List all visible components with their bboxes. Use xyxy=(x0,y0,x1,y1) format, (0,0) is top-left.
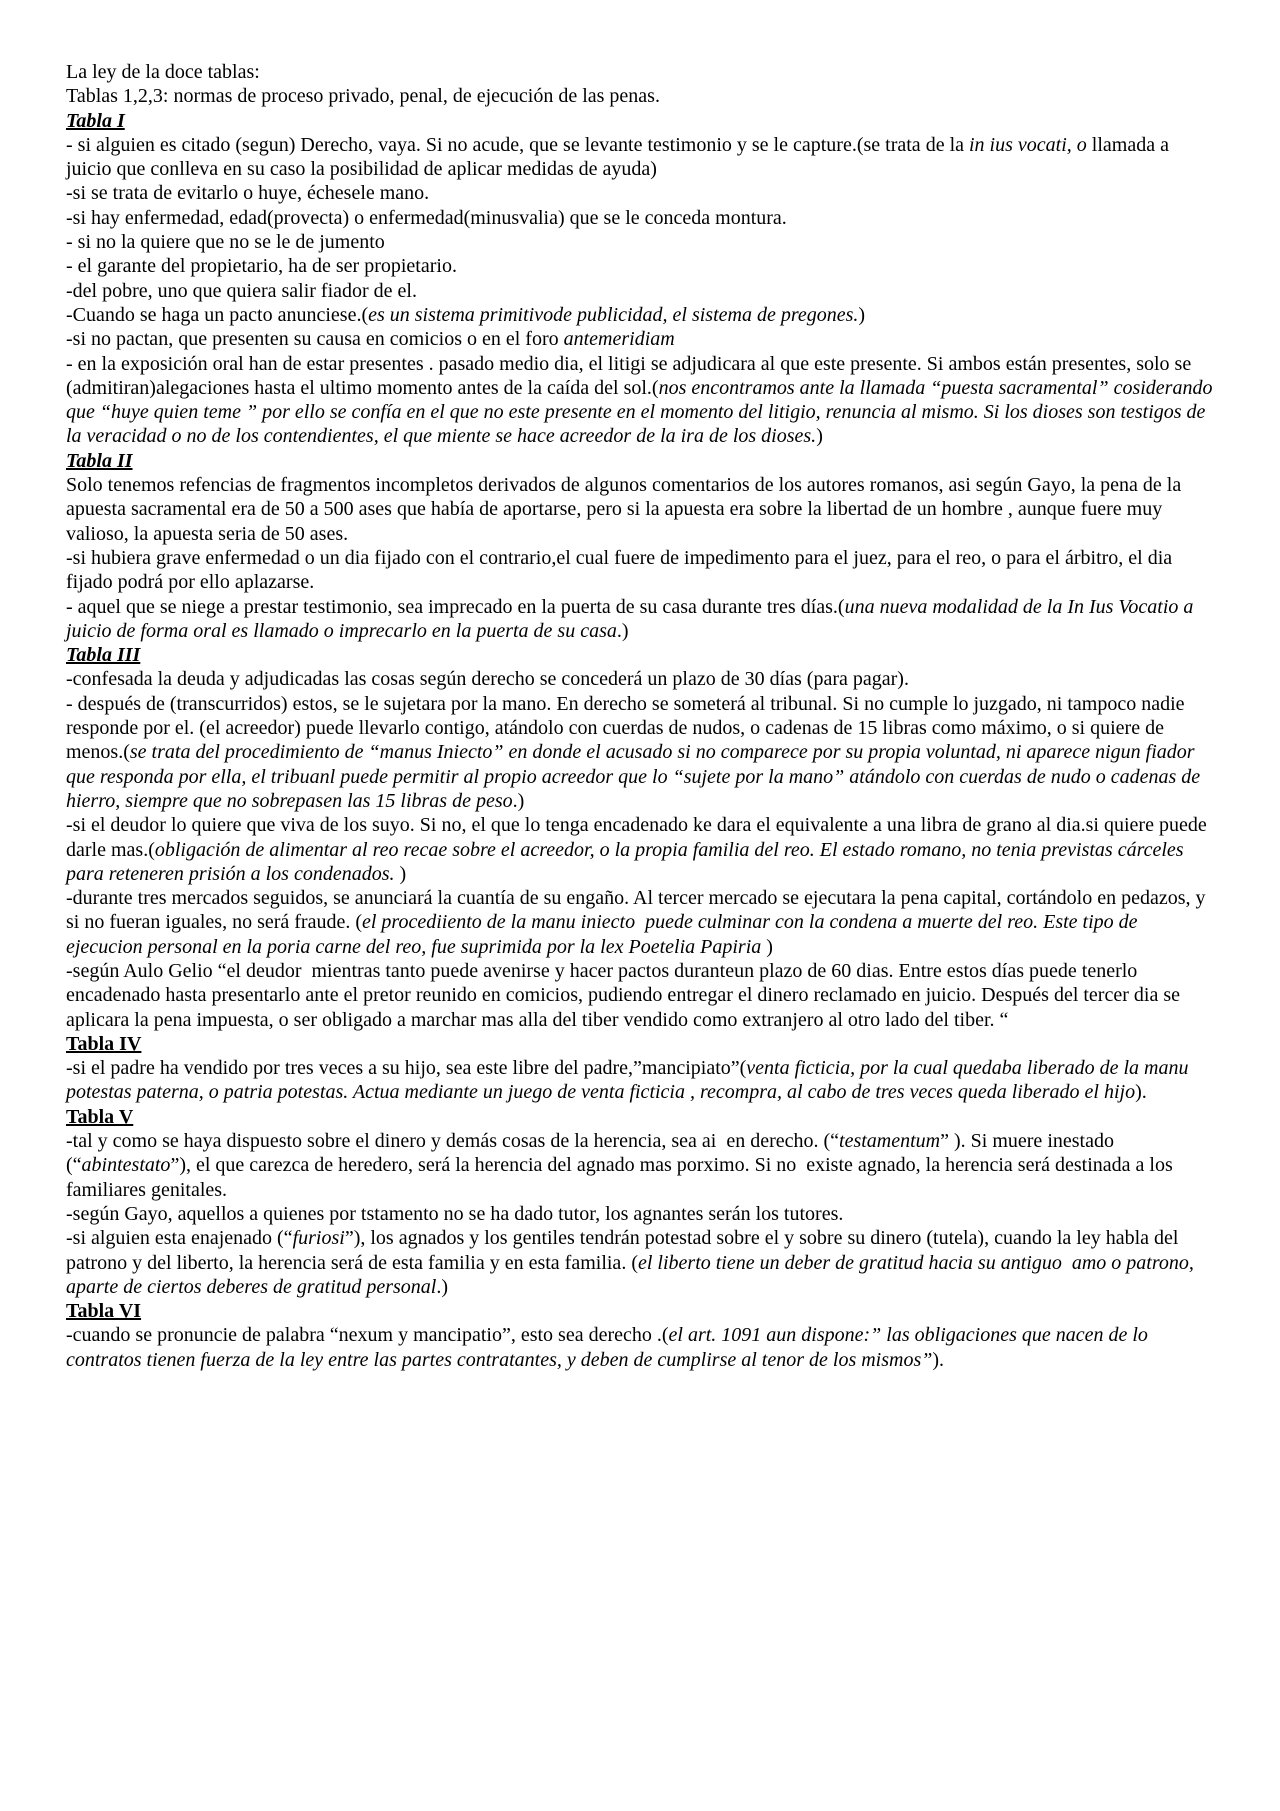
text-run: ) xyxy=(394,862,407,885)
paragraph xyxy=(66,84,1214,108)
paragraph xyxy=(66,1226,1214,1299)
text-run: ”), el que carezca de heredero, será la herencia del agnado mas porximo. Si no existe agnado, la herencia será destinada a los familiares genitales. xyxy=(66,1154,1178,1201)
paragraph xyxy=(66,667,1214,691)
text-run: ) xyxy=(816,425,823,448)
paragraph xyxy=(66,813,1214,886)
text-run: ). xyxy=(932,1348,945,1371)
italic-text-run: el procediiento de la manu iniecto puede culminar con la condena a muerte del reo. Este tipo de ejecucion personal en la poria carne del reo, fue suprimida por la lex Poetelia Papiria xyxy=(66,911,1143,958)
text-run: -si hubiera grave enfermedad o un dia fijado con el contrario,el cual fuere de impedimento para el juez, para el reo, o para el árbitro, el dia fijado podrá por ello aplazarse. xyxy=(66,546,1178,594)
text-run: -cuando se pronuncie de palabra “nexum y mancipatio”, esto sea derecho .( xyxy=(66,1324,669,1347)
paragraph xyxy=(66,303,1214,327)
text-run: La ley de la doce tablas: xyxy=(66,61,260,83)
paragraph xyxy=(66,60,1214,84)
text-run: -si el padre ha vendido por tres veces a su hijo, sea este libre del padre,”mancipiato”( xyxy=(66,1057,747,1080)
text-run: Solo tenemos refencias de fragmentos incompletos derivados de algunos comentarios de los autores romanos, asi según Gayo, la pena de la apuesta sacramental era de 50 a 500 ases que había de aportarse, pero si la apuesta era sobre la libertad de un hombre , aunque fuere muy valioso, la apuesta seria de 50 ases. xyxy=(66,474,1187,545)
text-run: -Cuando se haga un pacto anunciese.( xyxy=(66,303,369,326)
italic-text-run: abintestato xyxy=(81,1154,171,1177)
paragraph xyxy=(66,595,1214,644)
section-heading xyxy=(66,1299,1214,1323)
text-run: ”), los agnados y los gentiles tendrán potestad sobre el y sobre su dinero (tutela), cuando la ley habla del patrono y del liberto, la herencia será de esta familia y en esta familia. ( xyxy=(66,1227,1184,1274)
paragraph xyxy=(66,181,1214,205)
text-run: Tabla IV xyxy=(66,1032,142,1055)
paragraph xyxy=(66,1202,1214,1226)
text-run: - si alguien es citado (segun) Derecho, vaya. Si no acude, que se levante testimonio y se le capture.(se trata de la xyxy=(66,133,969,156)
italic-text-run: testamentum xyxy=(839,1130,941,1153)
italic-text-run: antemeridiam xyxy=(563,328,675,351)
text-run: -si alguien esta enajenado (“ xyxy=(66,1227,293,1250)
paragraph xyxy=(66,1129,1214,1202)
italic-text-run: una nueva modalidad de la In Ius Vocatio a juicio de forma oral es llamado o imprecarlo en la puerta de su casa xyxy=(66,595,1199,642)
text-run: Tabla VI xyxy=(66,1300,142,1323)
text-run: -si hay enfermedad, edad(provecta) o enfermedad(minusvalia) que se le conceda montura. xyxy=(66,206,787,229)
paragraph xyxy=(66,959,1214,1032)
text-run: ” ). Si muere inestado (“ xyxy=(66,1130,1119,1177)
text-run: -según Aulo Gelio “el deudor mientras tanto puede avenirse y hacer pactos duranteun plazo de 60 dias. Entre estos días puede tenerlo encadenado hasta presentarlo ante el pretor reunido en comicios, pudiendo entregar el dinero reclamado en juicio. Después del tercer dia se aplicara la pena impuesta, o ser obligado a marchar mas alla del tiber vendido como extranjero al otro lado del tiber. “ xyxy=(66,959,1185,1031)
text-run: -según Gayo, aquellos a quienes por tstamento no se ha dado tutor, los agnantes serán los tutores. xyxy=(66,1202,844,1225)
text-run: -durante tres mercados seguidos, se anunciará la cuantía de su engaño. Al tercer mercado se ejecutara la pena capital, cortándolo en pedazos, y si no fueran iguales, no será fraude. ( xyxy=(66,887,1211,934)
paragraph xyxy=(66,546,1214,595)
paragraph xyxy=(66,230,1214,254)
text-run: - aquel que se niege a prestar testimonio, sea imprecado en la puerta de su casa durante tres días.( xyxy=(66,595,845,618)
text-run: -si el deudor lo quiere que viva de los suyo. Si no, el que lo tenga encadenado ke dara el equivalente a una libra de grano al dia.si quiere puede darle mas.( xyxy=(66,814,1212,861)
paragraph xyxy=(66,1323,1214,1372)
italic-text-run: nos encontramos ante la llamada “puesta sacramental” cosiderando que “huye quien teme ” por ello se confía en el que no este presente en el momento del litigio, renuncia al mismo. Si los dioses son testigos de la veracidad o no de los contendientes, el que miente se hace acreedor de la ira de los dioses. xyxy=(66,376,1218,448)
paragraph xyxy=(66,206,1214,230)
text-run: .) xyxy=(616,619,629,642)
text-run: - en la exposición oral han de estar presentes . pasado medio dia, el litigi se adjudicara al que este presente. Si ambos están presentes, solo se (admitiran)alegaciones hasta el ultimo momento antes de la caída del sol.( xyxy=(66,352,1197,399)
text-run: -si no pactan, que presenten su causa en comicios o en el foro xyxy=(66,328,564,351)
text-run: llamada a juicio que conlleva en su caso la posibilidad de aplicar medidas de ayuda) xyxy=(66,133,1174,181)
paragraph xyxy=(66,327,1214,351)
paragraph xyxy=(66,352,1218,449)
text-run: .) xyxy=(436,1275,448,1298)
paragraph xyxy=(66,473,1214,546)
text-run: - el garante del propietario, ha de ser propietario. xyxy=(66,255,457,278)
text-run: Tabla III xyxy=(66,644,141,667)
italic-text-run: obligación de alimentar al reo recae sobre el acreedor, o la propia familia del reo. El estado romano, no tenia previstas cárceles para reteneren prisión a los condenados. xyxy=(66,838,1189,885)
italic-text-run: es un sistema primitivode publicidad, el sistema de pregones. xyxy=(368,303,859,326)
section-heading xyxy=(66,1105,1214,1129)
section-heading xyxy=(66,1032,1214,1056)
paragraph xyxy=(66,254,1214,278)
text-run: -del pobre, uno que quiera salir fiador de el. xyxy=(66,279,417,302)
text-run: Tabla I xyxy=(66,109,125,132)
italic-text-run: el art. 1091 aun dispone:” las obligaciones que nacen de lo contratos tienen fuerza de la ley entre las partes contratantes, y deben de cumplirse al tenor de los mismos” xyxy=(66,1324,1153,1371)
italic-text-run: venta ficticia, por la cual quedaba liberado de la manu potestas paterna, o patria potestas. Actua mediante un juego de venta ficticia , recompra, al cabo de tres veces queda liberado el hijo xyxy=(66,1057,1194,1104)
section-heading xyxy=(66,449,1214,473)
text-run: -si se trata de evitarlo o huye, échesele mano. xyxy=(66,182,430,205)
italic-text-run: furiosi xyxy=(292,1227,345,1250)
text-run: ). xyxy=(1135,1081,1147,1104)
paragraph xyxy=(66,1056,1214,1105)
document-content xyxy=(66,60,1218,1372)
section-heading xyxy=(66,643,1214,667)
text-run: .) xyxy=(512,789,525,812)
text-run: Tabla II xyxy=(66,449,133,472)
text-run: Tablas 1,2,3: normas de proceso privado, penal, de ejecución de las penas. xyxy=(66,85,660,108)
text-run: -confesada la deuda y adjudicadas las cosas según derecho se concederá un plazo de 30 días (para pagar). xyxy=(66,668,909,691)
text-run: - si no la quiere que no se le de jumento xyxy=(66,231,385,254)
text-run: -tal y como se haya dispuesto sobre el dinero y demás cosas de la herencia, sea ai en derecho. (“ xyxy=(66,1130,840,1153)
italic-text-run: se trata del procedimiento de “manus Iniecto” en donde el acusado si no comparece por su propia voluntad, ni aparece nigun fiador que responda por ella, el tribuanl puede permitir al propio acreedor que lo “sujete por la mano” atándolo con cuerdas de nudo o cadenas de hierro, siempre que no sobrepasen las 15 libras de peso xyxy=(66,741,1206,812)
text-run: ) xyxy=(858,303,866,326)
italic-text-run: el liberto tiene un deber de gratitud hacia su antiguo amo o patrono, aparte de ciertos deberes de gratitud personal xyxy=(66,1251,1199,1298)
paragraph xyxy=(66,886,1214,959)
paragraph xyxy=(66,279,1214,303)
text-run: - después de (transcurridos) estos, se le sujetara por la mano. En derecho se someterá al tribunal. Si no cumple lo juzgado, ni tampoco nadie responde por el. (el acreedor) puede llevarlo contigo, atándolo con cuerdas de nudos, o cadenas de 15 libras como máximo, o si quiere de menos.( xyxy=(66,692,1190,764)
text-run: ) xyxy=(761,935,773,958)
paragraph xyxy=(66,692,1214,813)
text-run: Tabla V xyxy=(66,1105,134,1128)
paragraph xyxy=(66,133,1214,182)
section-heading xyxy=(66,109,1214,133)
italic-text-run: in ius vocati, o xyxy=(969,133,1092,156)
